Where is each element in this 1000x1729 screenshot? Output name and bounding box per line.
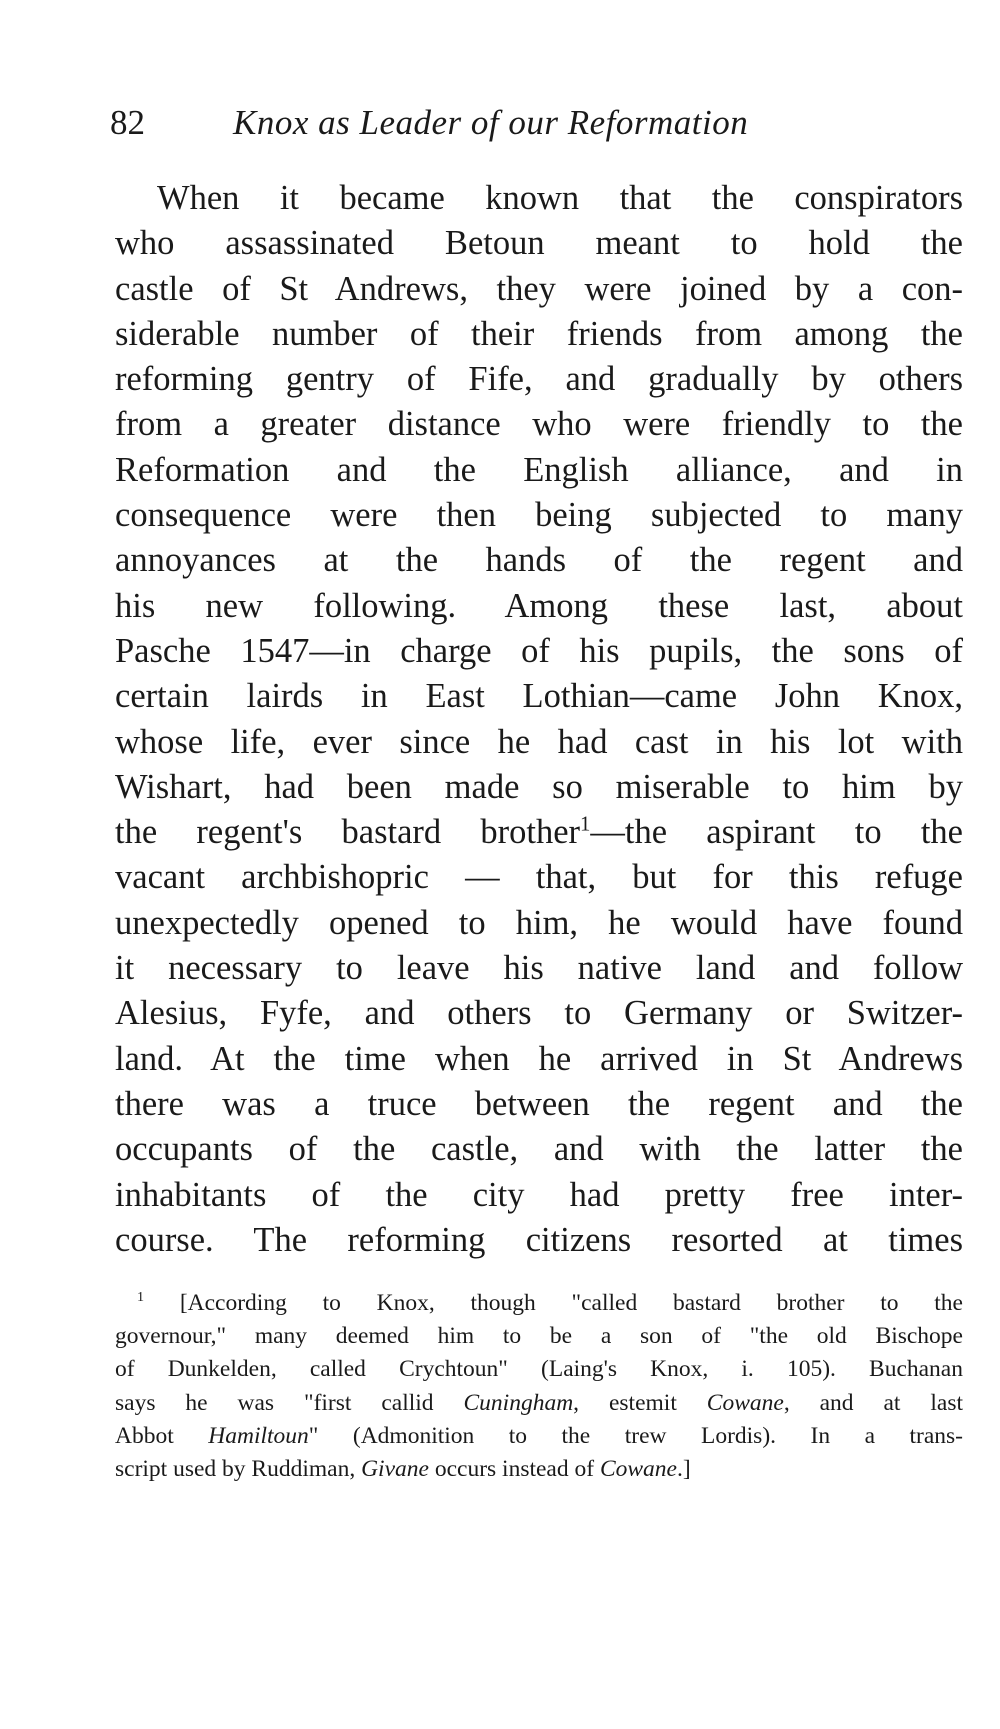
footnote-marker: 1 <box>137 1289 145 1306</box>
footnote-line <box>115 1420 963 1453</box>
body-line: certain lairds in East Lothian—came John Knox, <box>115 677 963 716</box>
body-line: inhabitants of the city had pretty free inter- <box>115 1175 963 1214</box>
body-line-start: the regent's bastard brother <box>115 813 581 852</box>
body-line: Pasche 1547—in charge of his pupils, the sons of <box>115 631 963 670</box>
body-line: unexpectedly opened to him, he would have found <box>115 903 963 942</box>
body-text <box>115 176 963 1263</box>
footnote-text: [According to Knox, though "called bastard brother to the <box>179 1290 963 1316</box>
footnote-line: of Dunkelden, called Crychtoun" (Laing's Knox, i. 105). Buchanan <box>115 1356 963 1383</box>
footnote-italic: Hamiltoun <box>208 1422 309 1449</box>
body-line: Wishart, had been made so miserable to him by <box>115 767 963 806</box>
footnote-text: says he was "first callid <box>115 1389 464 1416</box>
body-line: there was a truce between the regent and the <box>115 1084 963 1123</box>
body-line: from a greater distance who were friendly to the <box>115 405 963 444</box>
body-line: his new following. Among these last, about <box>115 586 963 625</box>
body-line-end: —the aspirant to the <box>590 813 963 852</box>
footnote-italic: Cowane <box>599 1455 677 1482</box>
body-line: siderable number of their friends from among the <box>115 314 963 353</box>
footnote-line <box>115 1287 963 1320</box>
footnote-line <box>115 1453 963 1486</box>
body-line: occupants of the castle, and with the latter the <box>115 1130 963 1169</box>
footnote <box>115 1287 963 1486</box>
footnote-text: , and at last <box>783 1389 963 1416</box>
body-line: Alesius, Fyfe, and others to Germany or Switzer- <box>115 994 963 1033</box>
footnote-text: script used by Ruddiman, <box>115 1455 362 1482</box>
footnote-reference: 1 <box>580 813 591 836</box>
running-title: Knox as Leader of our Reformation <box>233 103 749 142</box>
page-number: 82 <box>110 103 145 142</box>
body-line: consequence were then being subjected to many <box>115 496 963 535</box>
body-line-with-footnote-ref <box>115 810 963 855</box>
footnote-line <box>115 1387 963 1420</box>
body-line: whose life, ever since he had cast in his lot with <box>115 722 963 761</box>
footnote-text: " (Admonition to the trew Lordis). In a trans- <box>308 1422 964 1449</box>
page-header <box>110 103 890 153</box>
body-line: land. At the time when he arrived in St Andrews <box>115 1039 963 1078</box>
footnote-text: .] <box>676 1455 691 1482</box>
body-line: When it became known that the conspirators <box>157 179 963 217</box>
footnote-text: occurs instead of <box>428 1455 600 1482</box>
footnote-line: governour," many deemed him to be a son of "the old Bischope <box>115 1323 963 1350</box>
body-line: vacant archbishopric — that, but for this refuge <box>115 858 963 897</box>
body-line: who assassinated Betoun meant to hold the <box>115 224 963 263</box>
footnote-italic: Cuningham <box>463 1389 574 1416</box>
body-line: it necessary to leave his native land and follow <box>115 949 963 988</box>
footnote-text: Abbot <box>115 1422 209 1449</box>
body-line: reforming gentry of Fife, and gradually by others <box>115 360 963 399</box>
body-line: course. The reforming citizens resorted at times <box>115 1220 963 1259</box>
body-line: annoyances at the hands of the regent and <box>115 541 963 580</box>
body-line: Reformation and the English alliance, and in <box>115 450 963 489</box>
footnote-text: , estemit <box>573 1389 707 1416</box>
footnote-italic: Cowane <box>706 1389 784 1416</box>
body-line: castle of St Andrews, they were joined by a con- <box>115 269 963 308</box>
footnote-italic: Givane <box>361 1455 429 1482</box>
